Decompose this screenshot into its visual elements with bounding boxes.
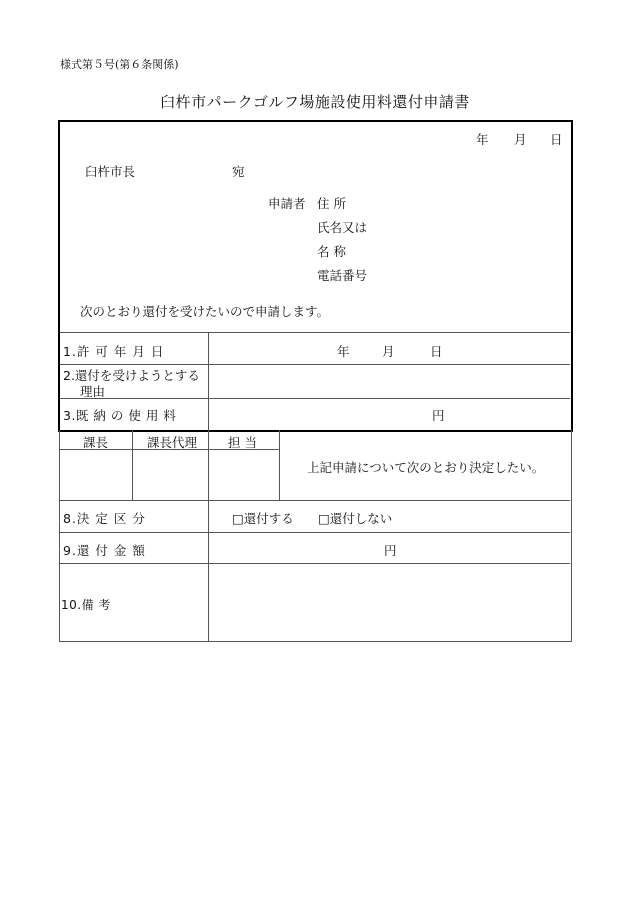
- applicant-title-label: 名 称: [317, 244, 346, 259]
- form-number: 様式第５号(第６条関係): [60, 58, 179, 71]
- permit-year-label: 年: [337, 344, 350, 359]
- approval-header-deputy: 課長代理: [147, 435, 198, 450]
- row-divider: [60, 563, 570, 564]
- row-divider: [60, 532, 570, 533]
- date-month-label: 月: [514, 132, 527, 147]
- applicant-name-label: 氏名又は: [317, 220, 368, 235]
- date-year-label: 年: [476, 132, 489, 147]
- addressee-name: 臼杵市長: [85, 164, 136, 179]
- date-day-label: 日: [550, 132, 563, 147]
- reason-label-line2: 理由: [80, 384, 106, 399]
- permit-month-label: 月: [382, 344, 395, 359]
- approval-header-staff: 担 当: [228, 435, 257, 450]
- applicant-phone-label: 電話番号: [317, 268, 368, 283]
- decision-label: 8.決 定 区 分: [63, 511, 146, 526]
- row-divider: [60, 364, 570, 365]
- column-divider: [208, 332, 209, 430]
- applicant-address-label: 住 所: [317, 196, 346, 211]
- permit-day-label: 日: [430, 344, 443, 359]
- approval-column-divider: [132, 430, 133, 500]
- permit-date-label: 1.許 可 年 月 日: [63, 344, 165, 359]
- row-divider: [60, 398, 570, 399]
- decision-option-refund[interactable]: □還付する: [232, 511, 294, 526]
- refund-amount-unit: 円: [384, 543, 397, 558]
- reason-label-line1: 2.還付を受けようとする: [63, 368, 200, 383]
- paid-fee-unit: 円: [432, 408, 445, 423]
- addressee-honorific: 宛: [232, 164, 245, 179]
- request-text: 次のとおり還付を受けたいので申請します。: [80, 304, 330, 319]
- approval-column-divider: [279, 430, 280, 500]
- paid-fee-label: 3.既 納 の 使 用 料: [63, 408, 177, 423]
- approval-header-section-chief: 課長: [83, 435, 109, 450]
- document-title: 臼杵市パークゴルフ場施設使用料還付申請書: [160, 93, 470, 111]
- refund-amount-label: 9.還 付 金 額: [63, 543, 146, 558]
- row-divider: [60, 332, 570, 333]
- approval-note: 上記申請について次のとおり決定したい。: [307, 460, 545, 475]
- row-divider: [60, 500, 570, 501]
- applicant-label: 申請者: [268, 196, 306, 211]
- remarks-label: 10.備 考: [61, 598, 111, 612]
- application-box: [58, 120, 573, 432]
- column-divider: [208, 500, 209, 641]
- approval-column-divider: [208, 430, 209, 500]
- decision-option-no-refund[interactable]: □還付しない: [318, 511, 393, 526]
